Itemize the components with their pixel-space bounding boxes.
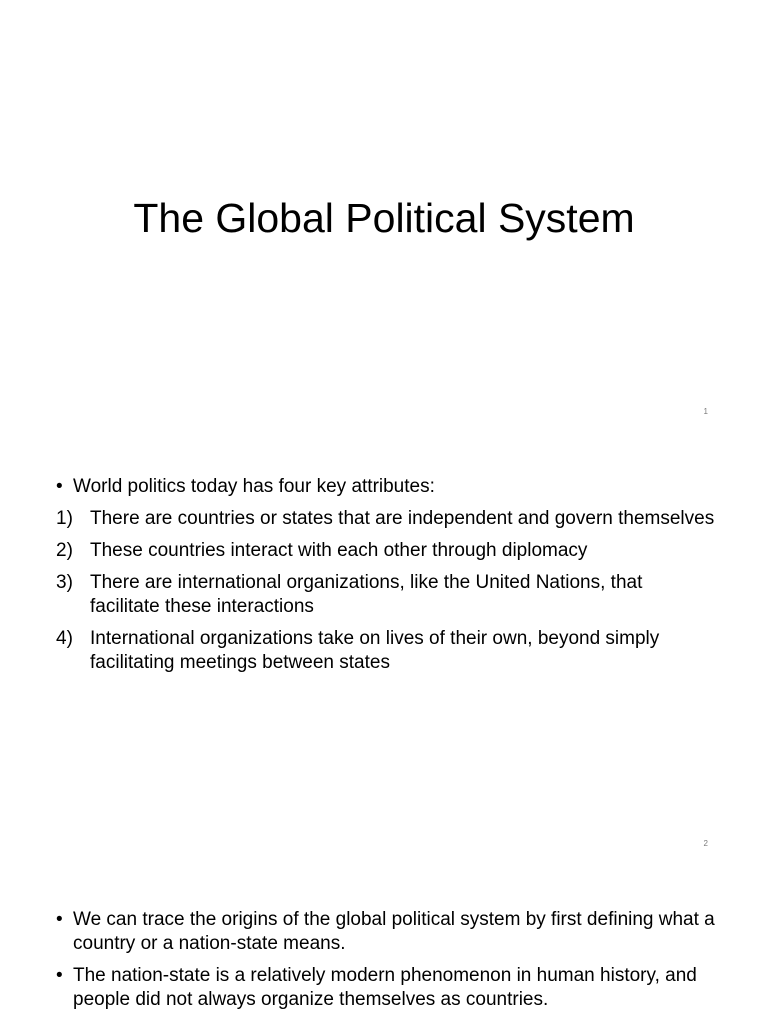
bullet-marker: • xyxy=(56,476,63,497)
attributes-list xyxy=(56,475,716,683)
slide-2 xyxy=(0,432,768,864)
list-item-text: The nation-state is a relatively modern phenomenon in human history, and people did not always organize themselves as countries. xyxy=(73,965,697,1010)
bullet-marker: • xyxy=(56,965,63,986)
list-item xyxy=(56,507,716,531)
list-item xyxy=(56,964,716,1012)
number-marker: 4) xyxy=(56,628,73,649)
list-item-text: There are countries or states that are independent and govern themselves xyxy=(90,508,715,529)
number-marker: 2) xyxy=(56,540,73,561)
number-marker: 3) xyxy=(56,572,73,593)
number-marker: 1) xyxy=(56,508,73,529)
list-item xyxy=(56,908,716,956)
list-item-text: We can trace the origins of the global political system by first defining what a country or a nation-state means. xyxy=(73,909,715,954)
slide-1 xyxy=(0,0,768,432)
slide-title: The Global Political System xyxy=(133,195,635,242)
list-item-text: These countries interact with each other through diplomacy xyxy=(90,540,588,561)
list-item-text: World politics today has four key attributes: xyxy=(73,476,435,497)
origins-list xyxy=(56,908,716,1020)
slide-number: 2 xyxy=(703,839,708,848)
list-item xyxy=(56,627,716,675)
list-item-text: International organizations take on lives of their own, beyond simply facilitating meetings between states xyxy=(90,628,660,673)
list-item-text: There are international organizations, like the United Nations, that facilitate these interactions xyxy=(90,572,643,617)
list-item xyxy=(56,539,716,563)
slide-number: 1 xyxy=(703,407,708,416)
list-item xyxy=(56,475,716,499)
slide-3 xyxy=(0,864,768,1024)
bullet-marker: • xyxy=(56,909,63,930)
list-item xyxy=(56,571,716,619)
